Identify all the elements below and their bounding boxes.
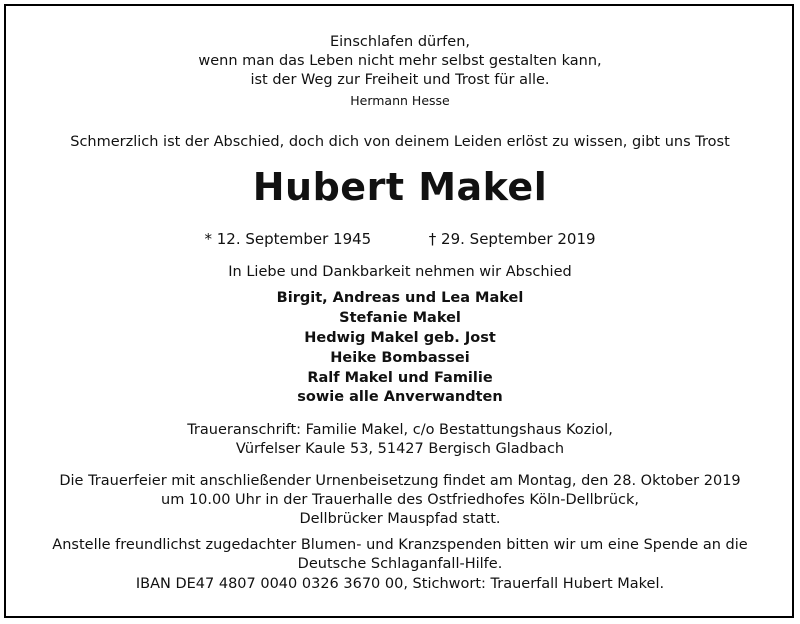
poem-line: wenn man das Leben nicht mehr selbst gestalten kann, [198, 53, 602, 69]
mourner-line: Hedwig Makel geb. Jost [304, 330, 496, 346]
intro-text: Schmerzlich ist der Abschied, doch dich von deinem Leiden erlöst zu wissen, gibt uns Trost [70, 134, 730, 150]
donation-line: IBAN DE47 4807 0040 0326 3670 00, Stichwort: Trauerfall Hubert Makel. [135, 576, 665, 592]
birth-date: * 12. September 1945 [204, 230, 372, 248]
poem-author: Hermann Hesse [350, 93, 450, 108]
donation-line: Anstelle freundlichst zugedachter Blumen- und Kranzspenden bitten wir um eine Spende an die [52, 537, 748, 553]
mourner-line: Heike Bombassei [330, 350, 470, 366]
mourning-intro: In Liebe und Dankbarkeit nehmen wir Abschied [228, 264, 572, 280]
poem-line: Einschlafen dürfen, [329, 34, 470, 50]
deceased-name: Hubert Makel [252, 165, 548, 209]
address-line: Vürfelser Kaule 53, 51427 Bergisch Gladbach [235, 441, 565, 457]
ceremony-line: um 10.00 Uhr in der Trauerhalle des Ostfriedhofes Köln-Dellbrück, [161, 492, 639, 508]
life-dates [0, 230, 800, 248]
donation-line: Deutsche Schlaganfall-Hilfe. [297, 556, 503, 572]
ceremony-line: Dellbrücker Mauspfad statt. [299, 511, 501, 527]
ceremony-line: Die Trauerfeier mit anschließender Urnenbeisetzung findet am Montag, den 28. Oktober 2019 [59, 473, 741, 489]
mourner-line: Ralf Makel und Familie [307, 370, 493, 386]
mourner-line: Birgit, Andreas und Lea Makel [276, 290, 524, 306]
mourner-line: sowie alle Anverwandten [297, 389, 503, 405]
death-date: † 29. September 2019 [428, 230, 596, 248]
address-line: Traueranschrift: Familie Makel, c/o Bestattungshaus Koziol, [187, 422, 613, 438]
mourner-line: Stefanie Makel [339, 310, 461, 326]
poem-line: ist der Weg zur Freiheit und Trost für alle. [250, 72, 550, 88]
